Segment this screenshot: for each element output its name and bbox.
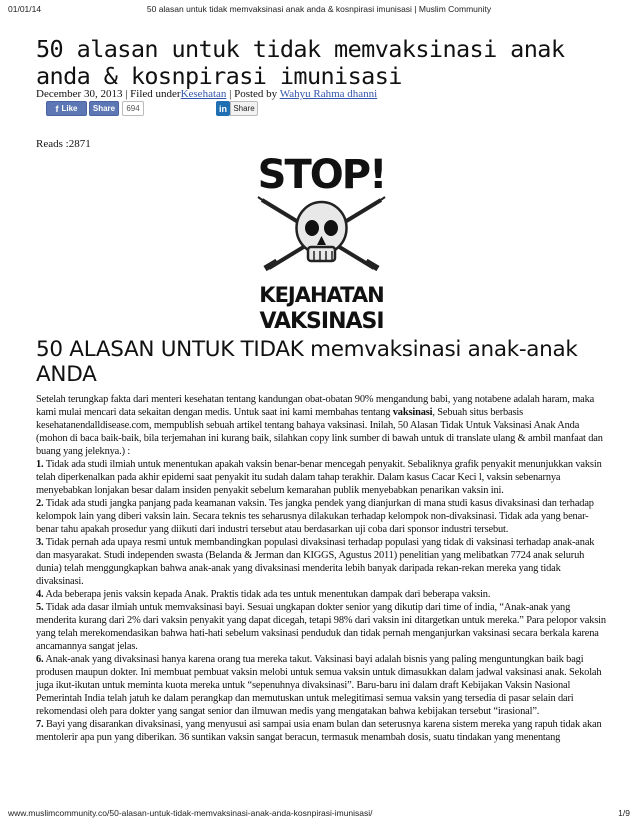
- intro-text-rest: , Sebuah situs berbasis kesehatanendalldisease.com, mempublish sebuah artikel tentang bahaya vaksinasi. Inilah, 50 Alasan Tidak Untuk Vaksinasi Anak Anda (mohon di baca baik-baik, bila terjemahan ini kurang baik, silahkan copy link sumber di bawah untuk di translate ulang & ambil manfaat dan buang yang jeleknya.) :: [36, 407, 603, 457]
- list-item: [36, 497, 608, 536]
- facebook-like-button[interactable]: [46, 101, 87, 116]
- reads-count: Reads :2871: [36, 138, 91, 150]
- page-number: 1/9: [618, 808, 630, 818]
- skull-syringes-icon: [258, 197, 385, 271]
- list-item: [36, 536, 608, 588]
- facebook-share-button[interactable]: Share: [89, 101, 119, 116]
- list-item-number: 7.: [36, 719, 44, 730]
- linkedin-share-button[interactable]: Share: [230, 101, 258, 116]
- poster-line1-text: KEJAHATAN: [259, 283, 384, 307]
- list-item: [36, 588, 608, 601]
- stop-vaccination-poster: [254, 148, 389, 336]
- list-item-number: 3.: [36, 537, 44, 548]
- list-item: [36, 601, 608, 653]
- list-item: [36, 653, 608, 718]
- author-link[interactable]: Wahyu Rahma dhanni: [279, 88, 378, 100]
- share-count: 694: [122, 101, 144, 116]
- list-item-number: 2.: [36, 498, 44, 509]
- list-item-text: Tidak ada dasar ilmiah untuk memvaksinasi bayi. Sesuai ungkapan dokter senior yang dikutip dari time of india, “Anak-anak yang menderita kurang dari 2% dari vaksin penyakit yang dapat dicegah, tetapi 98% dari vaksin ini ditargetkan untuk mereka.” Para pelopor vaksin yang telah merekomendasikan bahwa hati-hati sebelum vaksinasi penduduk dan tidak pernah menganjurkan vaksinasi secara berkala karena ancamannya sangat jelas.: [36, 602, 606, 652]
- category-link[interactable]: Kesehatan: [180, 88, 227, 100]
- print-footer: [8, 808, 630, 818]
- facebook-icon: f: [55, 103, 59, 114]
- list-item: [36, 718, 608, 744]
- page-title: 50 alasan untuk tidak memvaksinasi anak anda & kosnpirasi imunisasi: [36, 35, 565, 90]
- list-item-text: Anak-anak yang divaksinasi hanya karena orang tua mereka takut. Vaksinasi bayi adalah bisnis yang paling menguntungkan baik bagi produsen maupun dokter. Ini membuat pembuat vaksin melobi untuk semua vaksin untuk dimasukkan dalam jadwal vaksinasi anak. Sekolah juga ikut-ikutan untuk meminta kuota mereka untuk “sepenuhnya divaksinasi”. Baru-baru ini dalam draft Kebijakan Vaksin Nasional Pemerintah India telah jatuh ke dalam perangkap dan memutuskan untuk melegitimasi semua vaksin yang tersedia di pasar selain dari rekomendasi oleh para dokter yang sangat senior dan ilmuwan medis yang mengatakan bahwa kebijakan tersebut “irasional”.: [36, 654, 602, 717]
- list-item-text: Bayi yang disarankan divaksinasi, yang menyusui asi sampai usia enam bulan dan seterusnya karena sistem mereka yang rapuh tidak akan mentolerir apa pun yang diberikan. 36 suntikan vaksin sangat beracun, termasuk menambah dosis, suatu tindakan yang menentang: [36, 719, 602, 743]
- share-buttons: [36, 101, 436, 117]
- poster-stop-text: STOP!: [257, 152, 386, 198]
- print-header: [8, 4, 630, 14]
- article-body: [36, 393, 608, 744]
- print-url: www.muslimcommunity.co/50-alasan-untuk-tidak-memvaksinasi-anak-anda-kosnpirasi-imunisasi/: [8, 808, 373, 818]
- filed-under-label: | Filed under: [122, 88, 181, 100]
- list-item-text: Tidak ada studi ilmiah untuk menentukan apakah vaksin benar-benar mencegah penyakit. Sebaliknya grafik penyakit menunjukkan vaksin telah diperkenalkan pada akhir epidemi saat penyakit itu sudah dalam tahap terakhir. Dalam kasus Cacar Keci l, vaksin sebenarnya menyebabkan lonjakan besar dalam insiden penyakit sebelum kemarahan publik menyebabkan penarikan vaksin ini.: [36, 459, 602, 496]
- list-item-number: 6.: [36, 654, 44, 665]
- print-page-title: 50 alasan untuk tidak memvaksinasi anak anda & kosnpirasi imunisasi | Muslim Community: [146, 4, 492, 14]
- list-item-text: Tidak ada studi jangka panjang pada keamanan vaksin. Tes jangka pendek yang dianjurkan di mana studi kasus divaksinasi dan terhadap kelompok lain yang diberi vaksin lain. Secara teknis tes seharusnya dilakukan terhadap kelompok non-divaksinasi. Tidak ada yang benar-benar tahu apakah prosedur yang diikuti dari industri tersebut atau berdasarkan uji coba dari sponsor industri tersebut.: [36, 498, 594, 535]
- list-item-text: Tidak pernah ada upaya resmi untuk membandingkan populasi divaksinasi terhadap populasi yang tidak di vaksinasi terhadap anak-anak dan masyarakat. Studi independen swasta (Belanda & Jerman dan KIGGS, Agustus 2011) penelitian yang melibatkan 7724 anak seluruh dunia) telah menggungkapkan bahwa anak-anak yang divaksinasi menderita lebih banyak daripada rekan-rekan mereka yang tidak divaksinasi.: [36, 537, 595, 587]
- list-item: [36, 458, 608, 497]
- intro-text: Setelah terungkap fakta dari menteri kesehatan tentang kandungan obat-obatan 90% mengandung babi, yang notabene adalah haram, maka kami mulai mencari data sekaitan dengan medis. Untuk saat ini kami membahas tentang: [36, 394, 595, 418]
- poster-line2-text: VAKSINASI: [259, 309, 384, 334]
- section-title: 50 ALASAN UNTUK TIDAK memvaksinasi anak-anak ANDA: [36, 337, 578, 387]
- list-item-number: 5.: [36, 602, 44, 613]
- list-item-number: 4.: [36, 589, 44, 600]
- list-item-number: 1.: [36, 459, 44, 470]
- posted-by-label: | Posted by: [226, 88, 280, 100]
- intro-bold-term: vaksinasi: [392, 407, 433, 418]
- list-item-text: Ada beberapa jenis vaksin kepada Anak. Praktis tidak ada tes untuk menentukan dampak dari beberapa vaksin.: [43, 589, 491, 600]
- linkedin-icon[interactable]: in: [216, 101, 230, 116]
- post-meta: [36, 88, 377, 100]
- post-date: December 30, 2013: [36, 88, 123, 100]
- print-date: 01/01/14: [8, 4, 42, 14]
- intro-paragraph: [36, 393, 608, 458]
- like-label: Like: [61, 104, 78, 113]
